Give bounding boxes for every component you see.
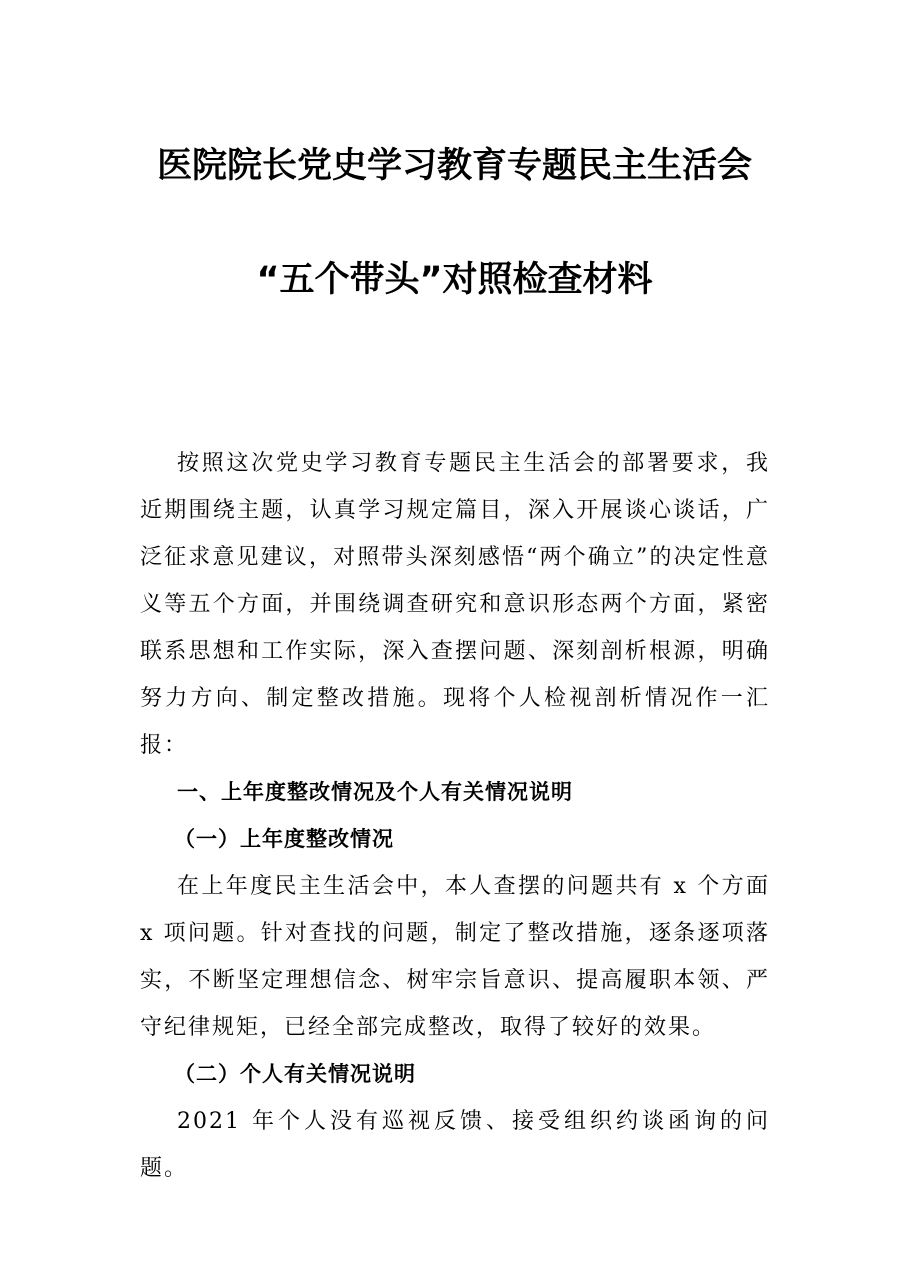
document-title-line1: 医院院长党史学习教育专题民主生活会	[156, 146, 752, 186]
subsection-heading-1: （一）上年度整改情况	[174, 827, 394, 851]
document-body	[140, 440, 770, 1192]
section-heading-1: 一、上年度整改情况及个人有关情况说明	[177, 780, 573, 804]
subsection-paragraph-2: 2021 年个人没有巡视反馈、接受组织约谈函询的问题。	[140, 1109, 770, 1181]
intro-paragraph: 按照这次党史学习教育专题民主生活会的部署要求，我近期围绕主题，认真学习规定篇目，深入开展谈心谈话，广泛征求意见建议，对照带头深刻感悟“两个确立”的决定性意义等五个方面，并围绕调查研究和意识形态两个方面，紧密联系思想和工作实际，深入查摆问题、深刻剖析根源，明确努力方向、制定整改措施。现将个人检视剖析情况作一汇报：	[140, 451, 770, 758]
document-title-line2: “五个带头”对照检查材料	[256, 260, 653, 300]
subsection-heading-2: （二）个人有关情况说明	[174, 1062, 416, 1086]
subsection-paragraph-1: 在上年度民主生活会中，本人查摆的问题共有 x 个方面 x 项问题。针对查找的问题，制定了整改措施，逐条逐项落实，不断坚定理想信念、树牢宗旨意识、提高履职本领、严守纪律规矩，已经全部完成整改，取得了较好的效果。	[140, 874, 770, 1040]
